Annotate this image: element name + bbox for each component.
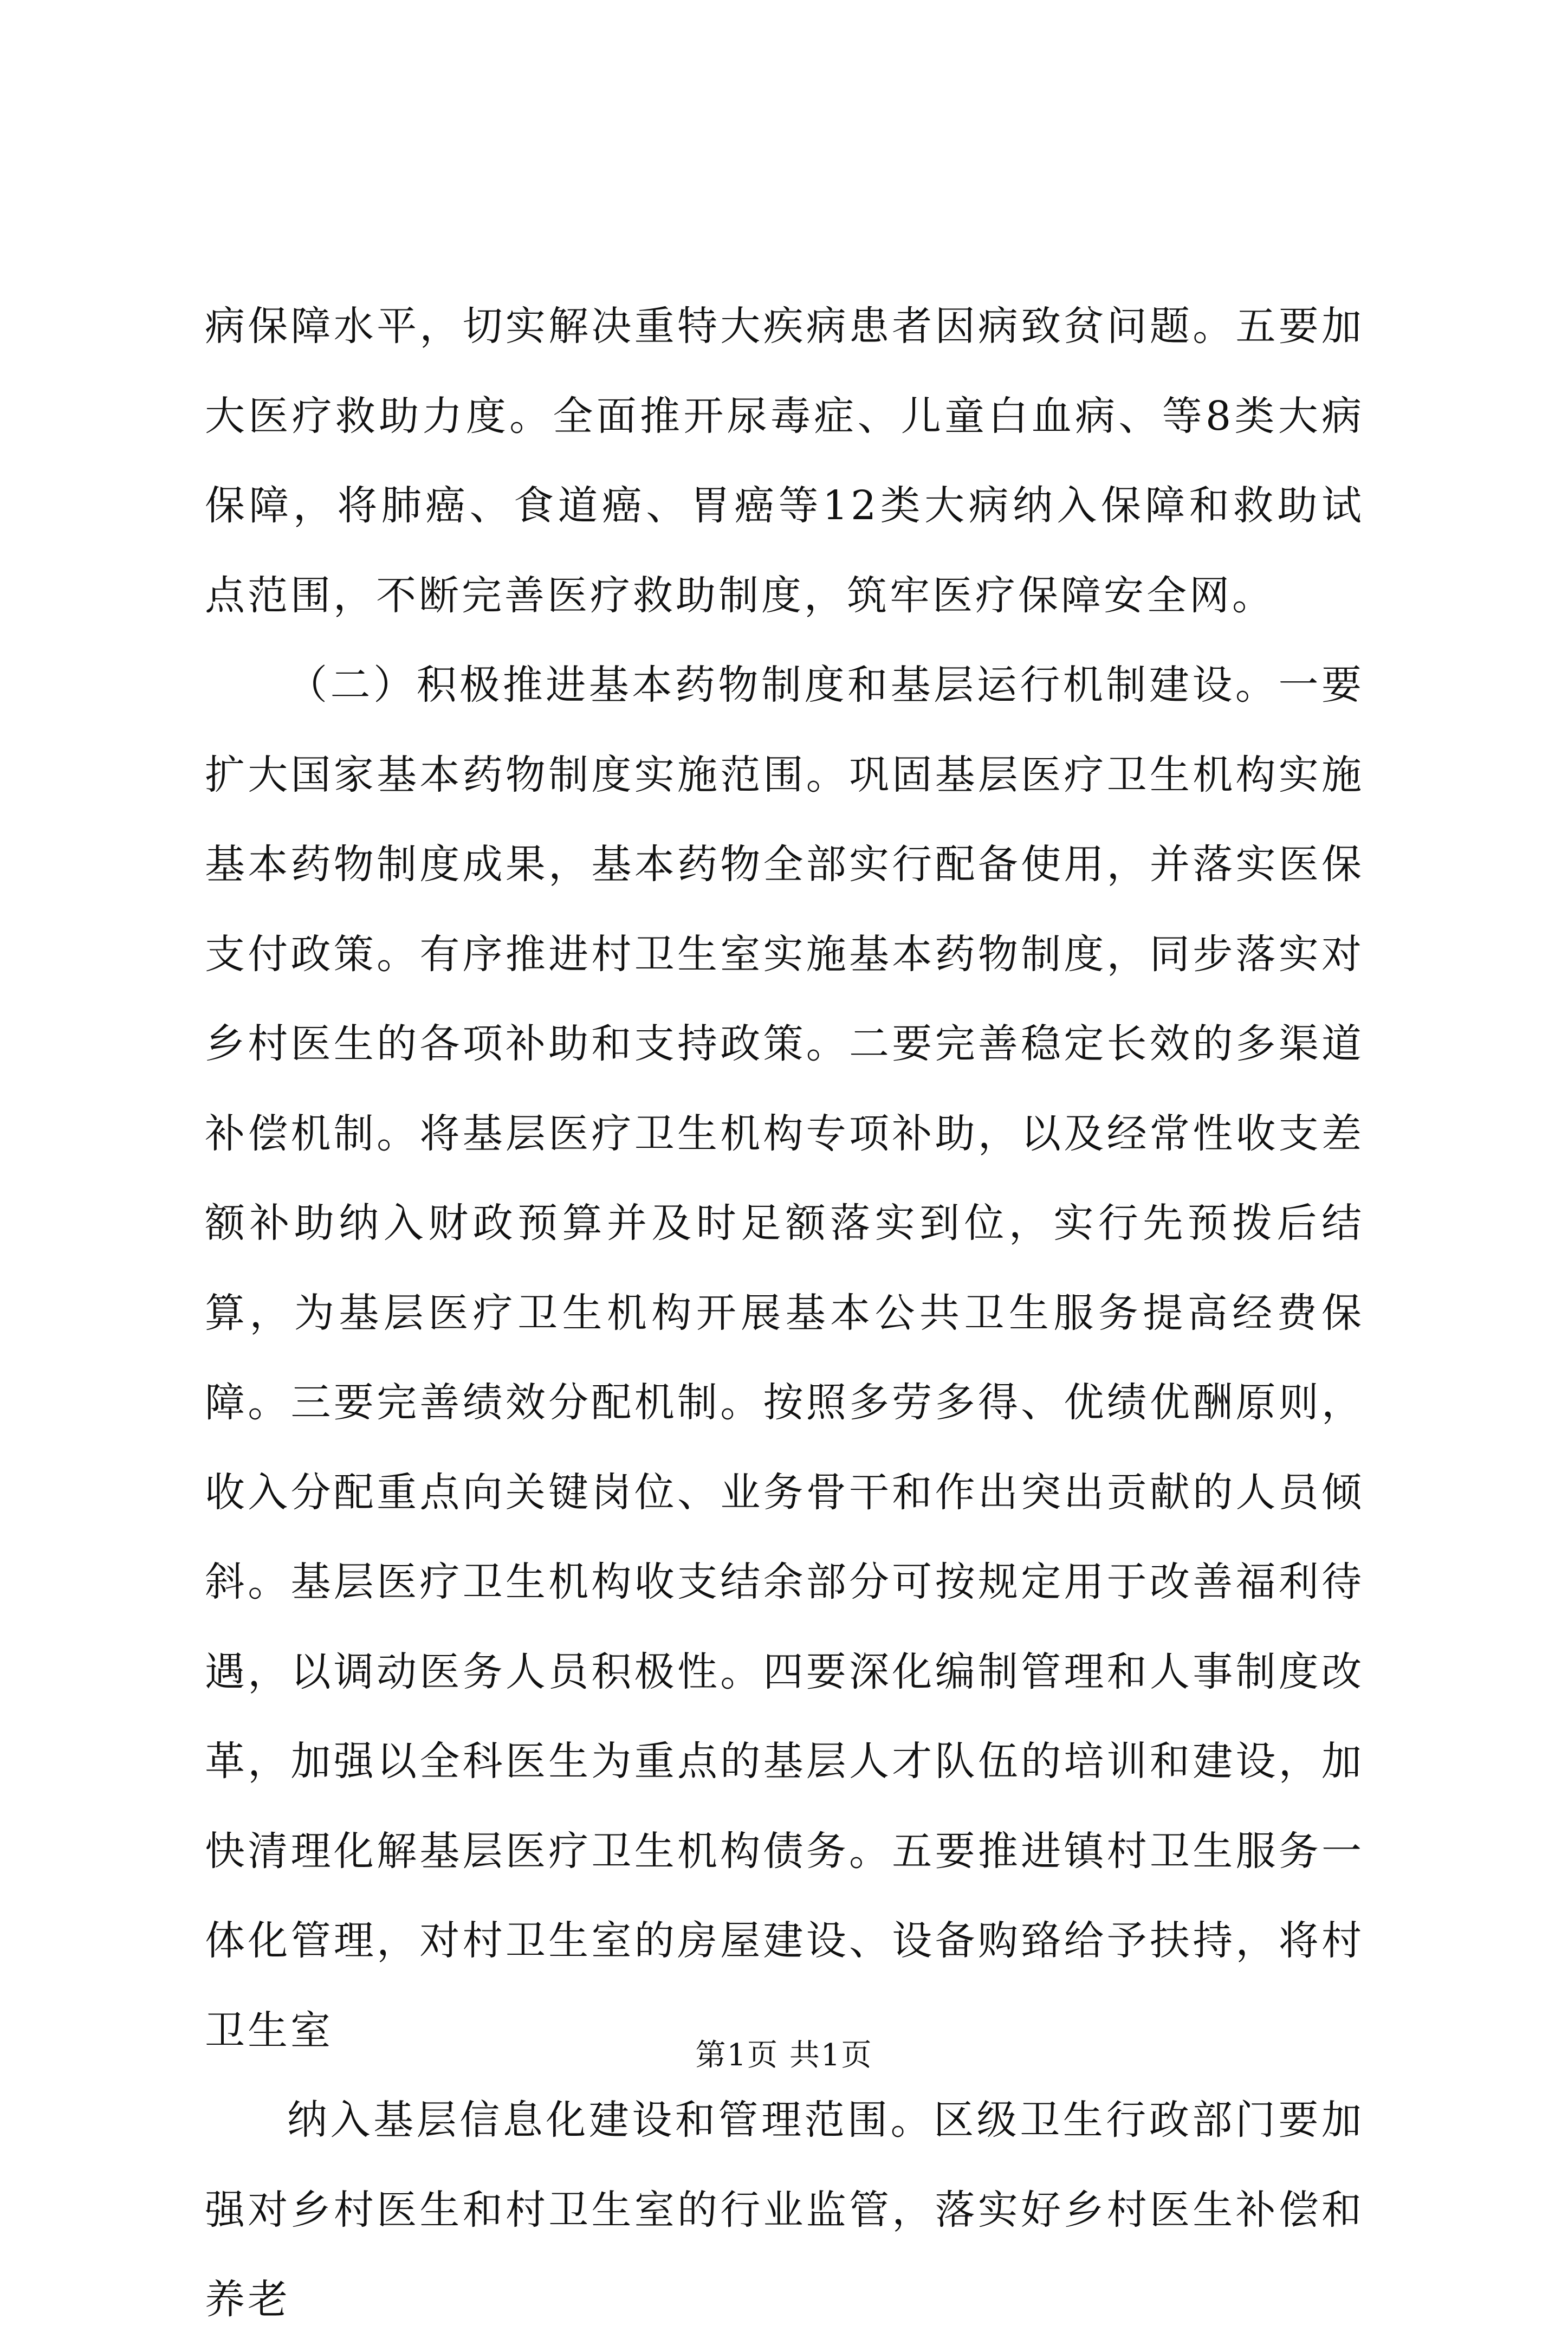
paragraph-1: 病保障水平，切实解决重特大疾病患者因病致贫问题。五要加大医疗救助力度。全面推开尿毒症、儿童白血病、等8类大病保障，将肺癌、食道癌、胃癌等12类大病纳入保障和救助试点范围，不断完善医疗救助制度，筑牢医疗保障安全网。 [205,303,1364,619]
page-footer: 第1页 共1页 [695,2038,873,2073]
paragraph-3: 纳入基层信息化建设和管理范围。区级卫生行政部门要加强对乡村医生和村卫生室的行业监管，落实好乡村医生补偿和养老 [205,2097,1364,2323]
paragraph-2: （二）积极推进基本药物制度和基层运行机制建设。一要扩大国家基本药物制度实施范围。巩固基层医疗卫生机构实施基本药物制度成果，基本药物全部实行配备使用，并落实医保支付政策。有序推进村卫生室实施基本药物制度，同步落实对乡村医生的各项补助和支持政策。二要完善稳定长效的多渠道补偿机制。将基层医疗卫生机构专项补助，以及经常性收支差额补助纳入财政预算并及时足额落实到位，实行先预拨后结算，为基层医疗卫生机构开展基本公共卫生服务提高经费保障。三要完善绩效分配机制。按照多劳多得、优绩优酬原则，收入分配重点向关键岗位、业务骨干和作出突出贡献的人员倾斜。基层医疗卫生机构收支结余部分可按规定用于改善福利待遇，以调动医务人员积极性。四要深化编制管理和人事制度改革，加强以全科医生为重点的基层人才队伍的培训和建设，加快清理化解基层医疗卫生机构债务。五要推进镇村卫生服务一体化管理，对村卫生室的房屋建设、设备购臵给予扶持，将村卫生室 [205,662,1364,2054]
